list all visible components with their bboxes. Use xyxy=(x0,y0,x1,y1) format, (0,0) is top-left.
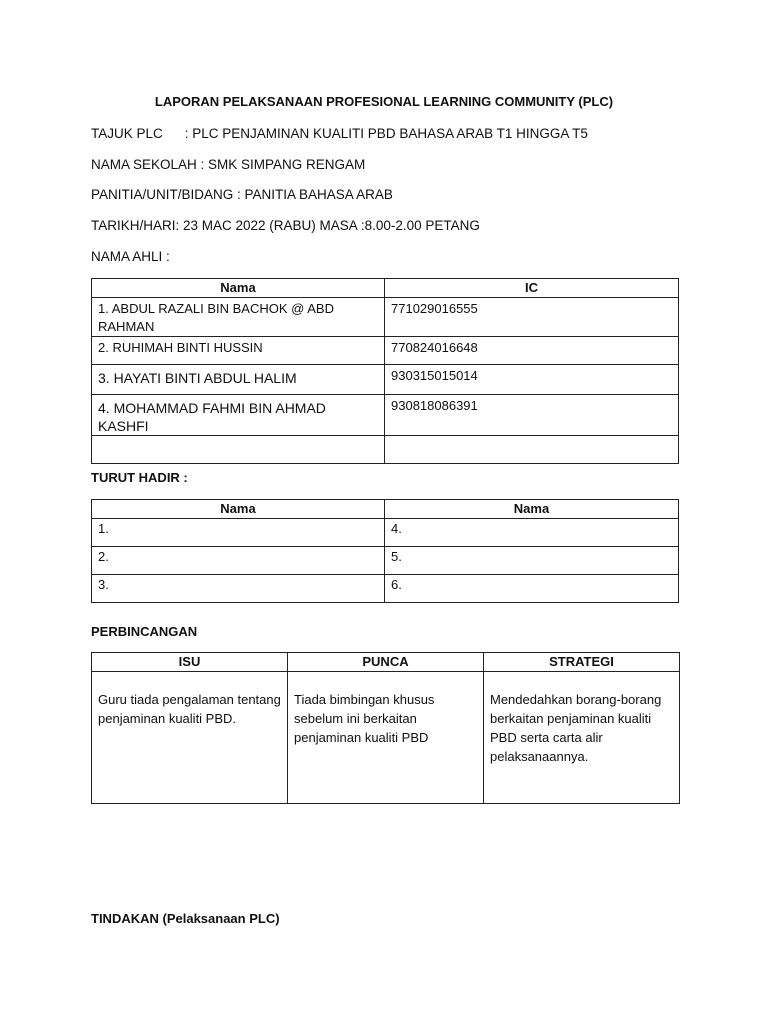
table-header-row xyxy=(92,279,679,298)
member-ic: 930315015014 xyxy=(385,365,679,395)
attendee-cell: 4. xyxy=(385,519,679,547)
attendee-cell: 2. xyxy=(92,547,385,575)
table-row xyxy=(92,436,679,464)
strategi-cell: Mendedahkan borang-borang berkaitan penjaminan kualiti PBD serta carta alir pelaksanaannya. xyxy=(484,672,680,804)
isu-cell: Guru tiada pengalaman tentang penjaminan kualiti PBD. xyxy=(92,672,288,804)
tajuk-label: TAJUK PLC xyxy=(91,126,163,141)
sekolah-line: NAMA SEKOLAH : SMK SIMPANG RENGAM xyxy=(91,157,366,172)
table-row xyxy=(92,519,679,547)
ahli-table xyxy=(91,278,679,464)
attendee-cell: 1. xyxy=(92,519,385,547)
punca-cell: Tiada bimbingan khusus sebelum ini berkaitan penjaminan kualiti PBD xyxy=(288,672,484,804)
header-strategi: STRATEGI xyxy=(484,653,680,672)
tajuk-value: : PLC PENJAMINAN KUALITI PBD BAHASA ARAB T1 HINGGA T5 xyxy=(184,126,588,141)
panitia-line: PANITIA/UNIT/BIDANG : PANITIA BAHASA ARAB xyxy=(91,187,393,202)
perbincangan-table xyxy=(91,652,680,804)
table-row xyxy=(92,547,679,575)
member-name: 2. RUHIMAH BINTI HUSSIN xyxy=(92,337,385,365)
header-punca: PUNCA xyxy=(288,653,484,672)
attendee-cell: 3. xyxy=(92,575,385,603)
table-row xyxy=(92,298,679,337)
table-header-row xyxy=(92,653,680,672)
tindakan-heading: TINDAKAN (Pelaksanaan PLC) xyxy=(91,911,280,926)
member-name: 1. ABDUL RAZALI BIN BACHOK @ ABD RAHMAN xyxy=(92,298,385,337)
attendee-cell: 6. xyxy=(385,575,679,603)
report-title: LAPORAN PELAKSANAAN PROFESIONAL LEARNING COMMUNITY (PLC) xyxy=(154,94,614,109)
tarikh-line: TARIKH/HARI: 23 MAC 2022 (RABU) MASA :8.00-2.00 PETANG xyxy=(91,218,480,233)
member-name: 4. MOHAMMAD FAHMI BIN AHMAD KASHFI xyxy=(92,395,385,436)
member-ic: 771029016555 xyxy=(385,298,679,337)
table-row xyxy=(92,365,679,395)
turut-hadir-heading: TURUT HADIR : xyxy=(91,470,188,485)
perbincangan-heading: PERBINCANGAN xyxy=(91,624,198,639)
nama-ahli-label: NAMA AHLI : xyxy=(91,249,170,264)
header-ic: IC xyxy=(385,279,679,298)
table-row xyxy=(92,672,680,804)
header-nama: Nama xyxy=(92,500,385,519)
attendee-cell: 5. xyxy=(385,547,679,575)
member-name xyxy=(92,436,385,464)
tajuk-line xyxy=(91,126,588,141)
header-nama: Nama xyxy=(92,279,385,298)
table-row xyxy=(92,575,679,603)
table-header-row xyxy=(92,500,679,519)
header-isu: ISU xyxy=(92,653,288,672)
header-nama: Nama xyxy=(385,500,679,519)
member-ic xyxy=(385,436,679,464)
turut-hadir-table xyxy=(91,499,679,603)
member-name: 3. HAYATI BINTI ABDUL HALIM xyxy=(92,365,385,395)
member-ic: 930818086391 xyxy=(385,395,679,436)
table-row xyxy=(92,337,679,365)
member-ic: 770824016648 xyxy=(385,337,679,365)
table-row xyxy=(92,395,679,436)
